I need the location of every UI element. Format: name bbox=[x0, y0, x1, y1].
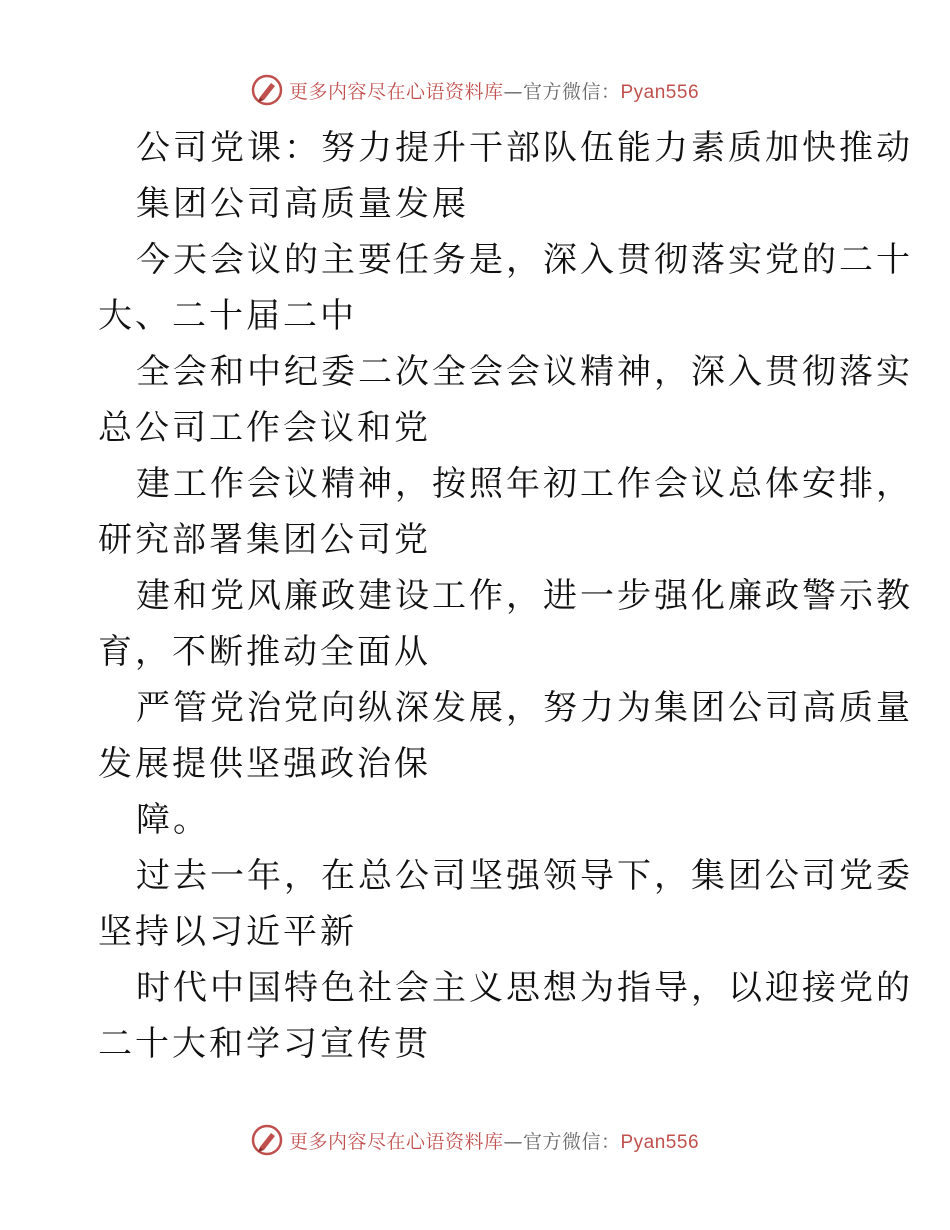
document-text-line: 二十大和学习宣传贯 bbox=[98, 1024, 431, 1064]
document-text-line: 障。 bbox=[136, 800, 210, 840]
document-text-line: 建和党风廉政建设工作，进一步强化廉政警示教 bbox=[136, 576, 913, 616]
document-text-line: 集团公司高质量发展 bbox=[136, 184, 469, 224]
document-text-line: 过去一年，在总公司坚强领导下，集团公司党委 bbox=[136, 856, 913, 896]
header-banner-text: 更多内容尽在心语资料库—官方微信：Pyan556 bbox=[288, 80, 700, 103]
header-watermark-banner bbox=[0, 72, 950, 108]
footer-banner-text: 更多内容尽在心语资料库—官方微信：Pyan556 bbox=[288, 1130, 700, 1153]
document-text-line: 严管党治党向纵深发展，努力为集团公司高质量 bbox=[136, 688, 913, 728]
document-text-line: 建工作会议精神，按照年初工作会议总体安排， bbox=[136, 464, 913, 504]
document-text-line: 总公司工作会议和党 bbox=[98, 408, 431, 448]
footer-watermark-banner bbox=[0, 1122, 950, 1158]
document-text-line: 今天会议的主要任务是，深入贯彻落实党的二十 bbox=[136, 240, 913, 280]
document-text-line: 时代中国特色社会主义思想为指导，以迎接党的 bbox=[136, 968, 913, 1008]
document-body bbox=[98, 120, 913, 1072]
pen-logo-icon bbox=[251, 74, 283, 106]
document-text-line: 研究部署集团公司党 bbox=[98, 520, 431, 560]
pen-logo-icon bbox=[251, 1124, 283, 1156]
document-text-line: 发展提供坚强政治保 bbox=[98, 744, 431, 784]
document-text-line: 大、二十届二中 bbox=[98, 296, 357, 336]
document-text-line: 育，不断推动全面从 bbox=[98, 632, 431, 672]
document-text-line: 坚持以习近平新 bbox=[98, 912, 357, 952]
document-title-line: 公司党课：努力提升干部队伍能力素质加快推动 bbox=[136, 128, 913, 168]
document-text-line: 全会和中纪委二次全会会议精神，深入贯彻落实 bbox=[136, 352, 913, 392]
